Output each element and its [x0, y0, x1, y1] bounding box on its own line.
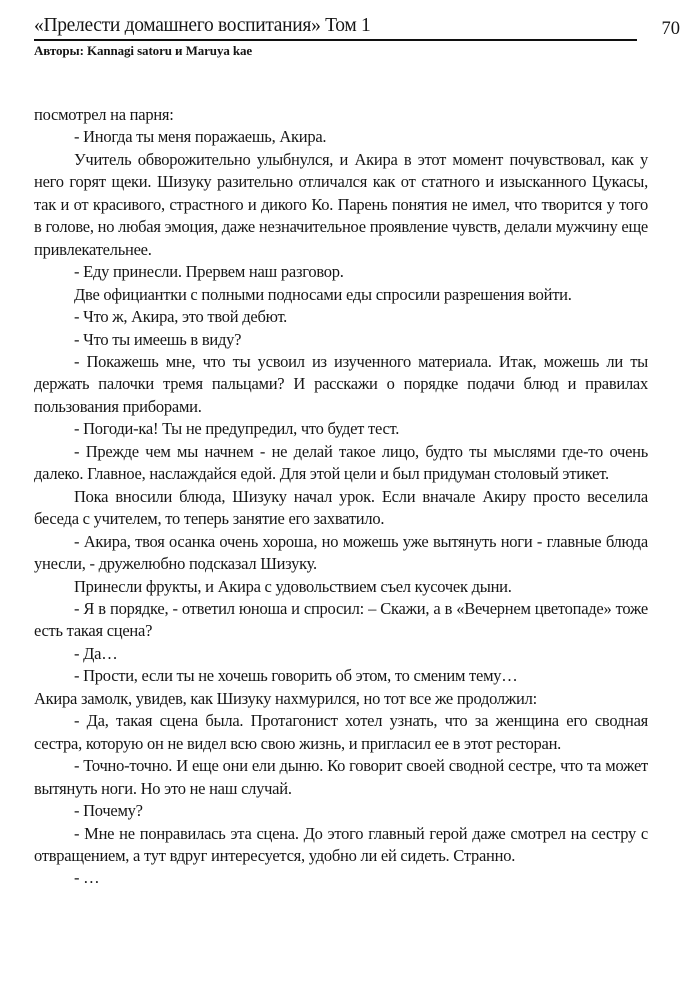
- paragraph: - Погоди-ка! Ты не предупредил, что будет тест.: [74, 419, 400, 439]
- paragraph: - Что ж, Акира, это твой дебют.: [74, 307, 288, 327]
- paragraph: - Да…: [74, 643, 118, 663]
- paragraph: - Мне не понравилась эта сцена. До этого главный герой даже смотрел на сестру с отвращением, а тут вдруг интересуется, удобно ли ей сидеть. Странно.: [34, 823, 648, 865]
- page-header: [34, 15, 680, 59]
- paragraph: - Прости, если ты не хочешь говорить об этом, то сменим тему…: [74, 666, 518, 686]
- paragraph: Пока вносили блюда, Шизуку начал урок. Если вначале Акиру просто веселила беседа с учителем, то теперь занятие его захватило.: [34, 486, 648, 529]
- page-number: 70: [661, 19, 680, 39]
- paragraph: - Что ты имеешь в виду?: [74, 329, 242, 349]
- title-underline-rule: [34, 15, 637, 41]
- paragraph: - Да, такая сцена была. Протагонист хотел узнать, что за женщина его сводная сестра, которую он не видел всю свою жизнь, и пригласил ее в этот ресторан.: [34, 711, 648, 753]
- paragraph: - Почему?: [74, 801, 143, 821]
- paragraph: Две официантки с полными подносами еды спросили разрешения войти.: [74, 284, 572, 304]
- paragraph: - …: [74, 868, 100, 888]
- paragraph: посмотрел на парня:: [34, 105, 174, 124]
- paragraph: - Акира, твоя осанка очень хороша, но можешь уже вытянуть ноги - главные блюда унесли, - дружелюбно подсказал Шизуку.: [34, 531, 648, 574]
- text-content: [34, 104, 648, 890]
- paragraph: - Покажешь мне, что ты усвоил из изученного материала. Итак, можешь ли ты держать палочки тремя пальцами? И расскажи о порядке подачи блюд и правилах пользования приборами.: [34, 351, 648, 416]
- paragraph: - Точно-точно. И еще они ели дыню. Ко говорит своей сводной сестре, что та может вытянуть ноги. Но это не наш случай.: [34, 756, 648, 798]
- paragraph: Учитель обворожительно улыбнулся, и Акира в этот момент почувствовал, как у него горят щеки. Шизуку разительно отличался как от статного и изысканного Цукасы, так и от красивого, страстного и дикого Ко. Парень понятия не имел, что творится у того в голове, но любая эмоция, даже незначительное проявление чувств, делали мужчину еще привлекательнее.: [34, 149, 648, 259]
- paragraph: - Иногда ты меня поражаешь, Акира.: [74, 127, 327, 147]
- paragraph: - Я в порядке, - ответил юноша и спросил: – Скажи, а в «Вечернем цветопаде» тоже есть такая сцена?: [34, 598, 648, 641]
- authors-line: Авторы: Kannagi satoru и Maruya kae: [34, 43, 253, 58]
- paragraph: Акира замолк, увидев, как Шизуку нахмурился, но тот все же продолжил:: [34, 688, 537, 708]
- page-title: «Прелести домашнего воспитания» Том 1: [34, 15, 371, 36]
- paragraph: - Еду принесли. Прервем наш разговор.: [74, 262, 344, 282]
- paragraph: Принесли фрукты, и Акира с удовольствием съел кусочек дыни.: [74, 576, 512, 596]
- paragraph: - Прежде чем мы начнем - не делай такое лицо, будто ты мыслями где-то очень далеко. Главное, наслаждайся едой. Для этой цели и был придуман столовый этикет.: [34, 441, 648, 484]
- header-row: [34, 15, 680, 41]
